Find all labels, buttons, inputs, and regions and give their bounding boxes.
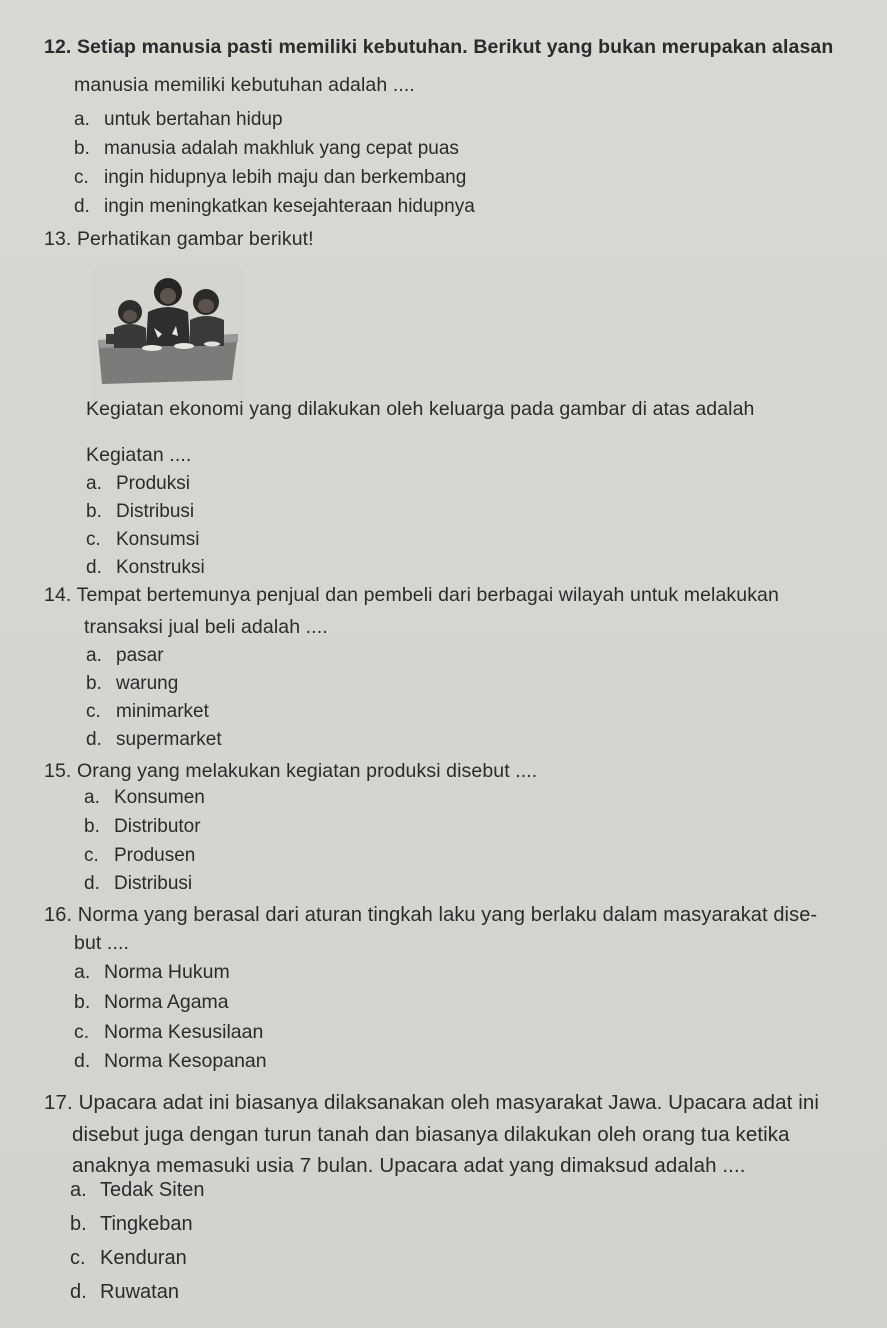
option-text: Produsen [114, 845, 196, 866]
option-13b[interactable] [86, 498, 194, 526]
option-12b[interactable] [74, 135, 459, 163]
option-text: ingin hidupnya lebih maju dan berkembang [104, 167, 467, 188]
family-eating-illustration [92, 268, 244, 400]
option-letter: c. [84, 845, 99, 866]
option-letter: b. [74, 991, 91, 1013]
option-letter: d. [86, 729, 102, 750]
question-number: 15. [44, 760, 72, 782]
option-text: minimarket [116, 701, 209, 722]
option-text: warung [116, 673, 179, 694]
question-text-line2: transaksi jual beli adalah .... [84, 616, 328, 638]
option-16b[interactable] [74, 988, 229, 1016]
option-letter: c. [86, 701, 101, 722]
question-17-line2 [72, 1120, 844, 1150]
option-16d[interactable] [74, 1047, 267, 1075]
option-15b[interactable] [84, 813, 201, 841]
option-text: Tingkeban [100, 1213, 193, 1235]
question-number: 17. [44, 1091, 73, 1114]
option-letter: d. [84, 873, 100, 894]
option-text: Norma Agama [104, 991, 229, 1013]
option-letter: a. [70, 1179, 87, 1201]
option-letter: c. [74, 167, 89, 188]
question-text-line2: disebut juga dengan turun tanah dan biasanya dilakukan oleh orang tua ketika [72, 1123, 790, 1146]
option-text: manusia adalah makhluk yang cepat puas [104, 138, 459, 159]
option-text: untuk bertahan hidup [104, 109, 283, 130]
question-14 [44, 580, 844, 610]
question-text-line3: anaknya memasuki usia 7 bulan. Upacara adat yang dimaksud adalah .... [72, 1154, 746, 1177]
question-number: 12. [44, 36, 72, 58]
option-text: Kenduran [100, 1247, 187, 1269]
option-text: Distributor [114, 816, 201, 837]
question-text-line1: Upacara adat ini biasanya dilaksanakan oleh masyarakat Jawa. Upacara adat ini [78, 1091, 820, 1114]
option-12d[interactable] [74, 193, 475, 221]
option-letter: b. [86, 673, 102, 694]
option-text: pasar [116, 645, 164, 666]
option-17c[interactable] [70, 1244, 187, 1272]
question-text-line1: Norma yang berasal dari aturan tingkah laku yang berlaku dalam masyarakat dise- [77, 904, 818, 926]
question-number: 16. [44, 904, 73, 926]
question-text-line3: Kegiatan .... [86, 444, 192, 466]
option-17b[interactable] [70, 1210, 193, 1238]
option-letter: c. [86, 529, 101, 550]
question-15 [44, 756, 844, 786]
family-dinner-image [92, 268, 244, 400]
question-16 [44, 900, 864, 930]
option-letter: a. [86, 473, 102, 494]
option-15d[interactable] [84, 870, 192, 898]
option-13a[interactable] [86, 470, 190, 498]
option-text: ingin meningkatkan kesejahteraan hidupnya [104, 196, 475, 217]
question-number: 14. [44, 584, 72, 606]
option-text: Konsumen [114, 787, 205, 808]
option-16c[interactable] [74, 1018, 263, 1046]
option-14c[interactable] [86, 698, 209, 726]
option-13d[interactable] [86, 554, 205, 582]
option-text: Distribusi [116, 501, 195, 522]
question-text-line1: Tempat bertemunya penjual dan pembeli dari berbagai wilayah untuk melakukan [76, 584, 779, 606]
option-14a[interactable] [86, 642, 164, 670]
question-12-line2 [74, 70, 834, 100]
question-12 [44, 32, 844, 62]
option-text: Ruwatan [100, 1281, 179, 1303]
option-letter: a. [74, 961, 91, 983]
question-number: 13. [44, 228, 72, 250]
option-letter: b. [74, 138, 90, 159]
option-text: Distribusi [114, 873, 193, 894]
question-17 [44, 1088, 864, 1118]
option-17a[interactable] [70, 1176, 205, 1204]
option-letter: c. [70, 1247, 86, 1269]
option-letter: b. [70, 1213, 87, 1235]
option-text: Produksi [116, 473, 190, 494]
question-text-line1: Setiap manusia pasti memiliki kebutuhan. Berikut yang bukan merupakan alasan [76, 36, 834, 58]
option-letter: a. [84, 787, 100, 808]
question-text-line2: Kegiatan ekonomi yang dilakukan oleh keluarga pada gambar di atas adalah [86, 398, 755, 420]
option-letter: b. [86, 501, 102, 522]
option-letter: a. [86, 645, 102, 666]
option-letter: d. [70, 1281, 87, 1303]
option-text: Konstruksi [116, 557, 205, 578]
option-12a[interactable] [74, 106, 283, 134]
option-17d[interactable] [70, 1278, 179, 1306]
option-text: supermarket [116, 729, 222, 750]
option-13c[interactable] [86, 526, 199, 554]
option-letter: c. [74, 1021, 90, 1043]
question-13-line2 [86, 394, 826, 424]
option-letter: b. [84, 816, 100, 837]
option-text: Konsumsi [116, 529, 200, 550]
option-15c[interactable] [84, 842, 195, 870]
option-text: Norma Kesopanan [104, 1050, 267, 1072]
question-text-line1: Perhatikan gambar berikut! [76, 228, 314, 250]
option-12c[interactable] [74, 164, 466, 192]
question-text-line2: but .... [74, 932, 129, 954]
option-letter: d. [74, 196, 90, 217]
option-letter: d. [86, 557, 102, 578]
option-14b[interactable] [86, 670, 178, 698]
question-14-line2 [84, 612, 824, 642]
question-text-line2: manusia memiliki kebutuhan adalah .... [74, 74, 415, 96]
question-13-line3 [86, 440, 826, 470]
option-letter: d. [74, 1050, 91, 1072]
question-13 [44, 224, 844, 254]
option-14d[interactable] [86, 726, 222, 754]
option-letter: a. [74, 109, 90, 130]
option-15a[interactable] [84, 784, 205, 812]
question-16-line2 [74, 928, 814, 958]
option-text: Norma Kesusilaan [104, 1021, 264, 1043]
option-text: Tedak Siten [100, 1179, 205, 1201]
option-16a[interactable] [74, 958, 230, 986]
question-text-line1: Orang yang melakukan kegiatan produksi disebut .... [76, 760, 538, 782]
option-text: Norma Hukum [104, 961, 230, 983]
